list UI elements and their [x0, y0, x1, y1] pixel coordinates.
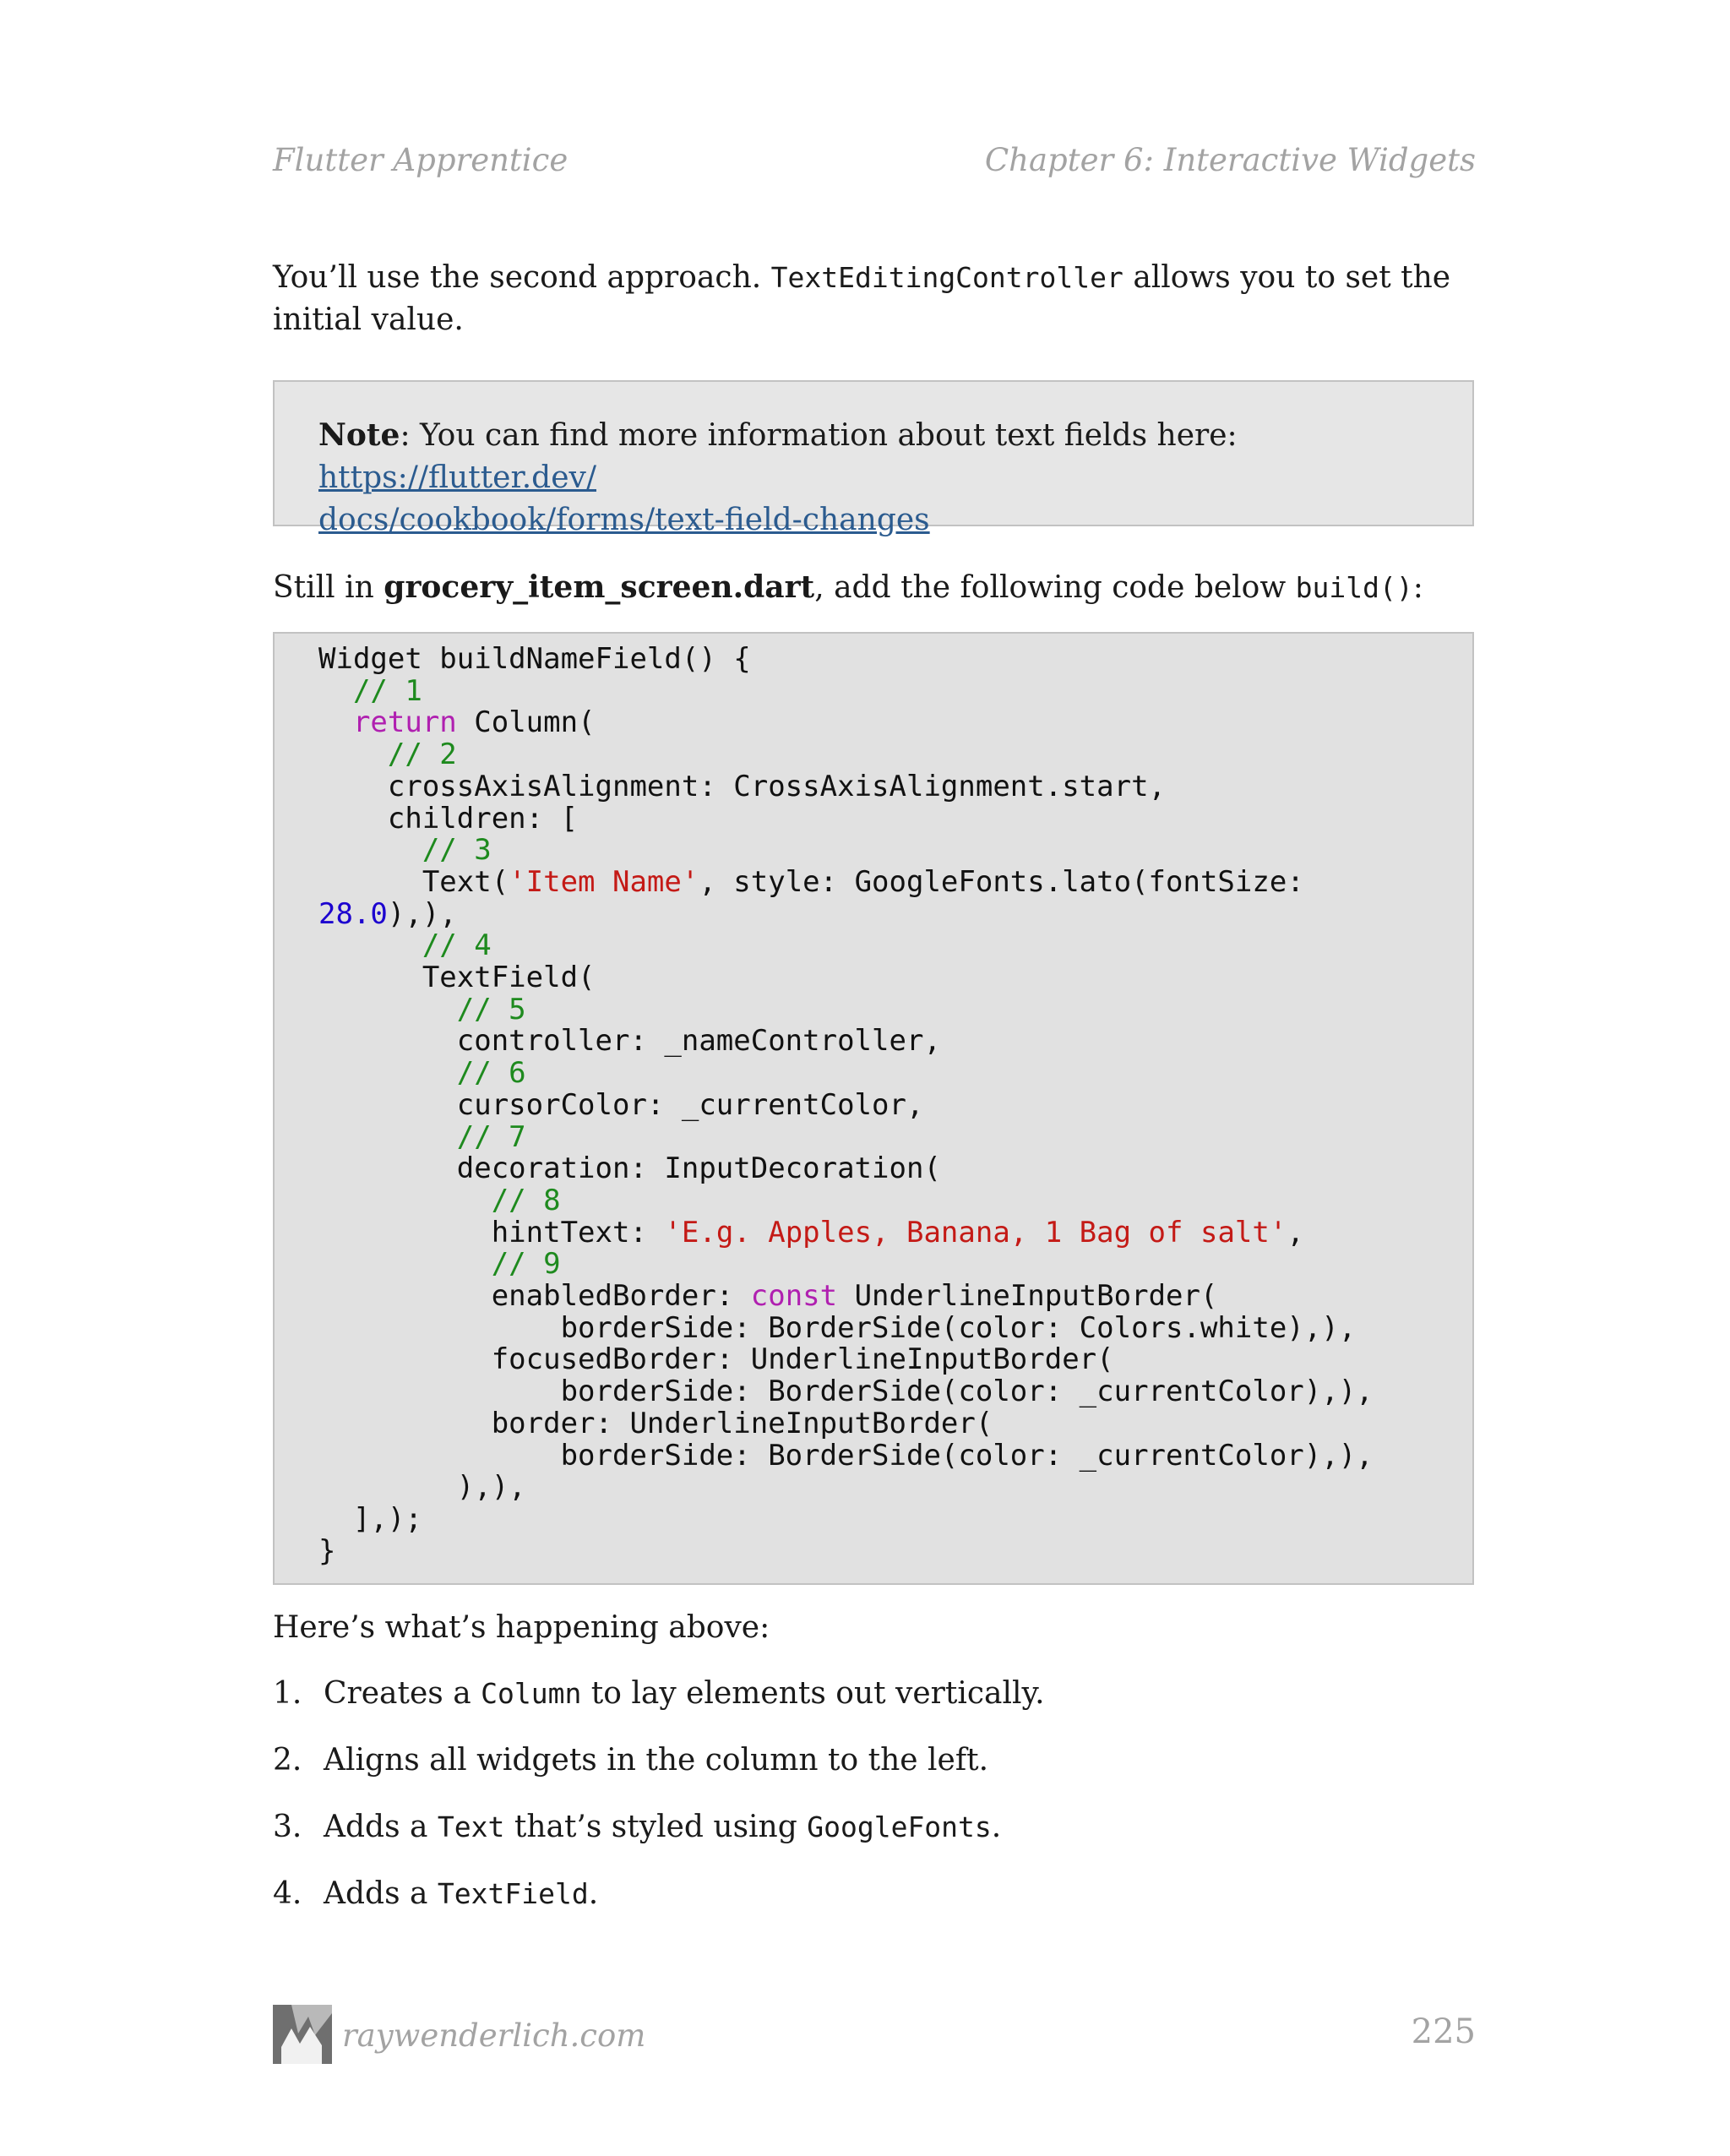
- code-line: controller: _nameController,: [318, 1024, 941, 1059]
- code-line: // 7: [456, 1119, 526, 1154]
- list-number: 3.: [273, 1810, 302, 1844]
- intro-paragraph: [273, 257, 1476, 341]
- list-inline-code: TextField: [437, 1877, 589, 1910]
- note-body: : You can find more information about text fields here:: [400, 418, 1238, 453]
- list-text: Adds a TextField.: [324, 1876, 599, 1911]
- page-header: [273, 142, 1476, 189]
- code-line: return Column(: [352, 705, 596, 740]
- code-line: crossAxisAlignment: CrossAxisAlignment.start,: [318, 769, 1167, 803]
- list-text: Creates a Column to lay elements out vertically.: [324, 1676, 1045, 1711]
- code-line: ),),: [318, 1470, 526, 1505]
- list-number: 4.: [273, 1876, 302, 1911]
- raywenderlich-logo-icon: [273, 2005, 332, 2064]
- instruction-text-after: :: [1412, 570, 1423, 605]
- intro-text-line2: initial value.: [273, 302, 464, 337]
- code-line: 28.0),),: [318, 896, 457, 931]
- code-line: // 3: [422, 833, 492, 868]
- list-number: 2.: [273, 1743, 302, 1778]
- code-line: enabledBorder: const UnderlineInputBorder(: [318, 1279, 1218, 1314]
- code-line: ],);: [318, 1501, 422, 1536]
- code-line: }: [318, 1533, 336, 1568]
- code-line: children: [: [318, 801, 579, 836]
- list-inline-code: GoogleFonts: [807, 1810, 992, 1843]
- instruction-text-before: Still in: [273, 570, 384, 605]
- summary-heading: Here’s what’s happening above:: [273, 1610, 770, 1645]
- footer-site: raywenderlich.com: [342, 2017, 646, 2054]
- code-block: [273, 632, 1474, 1585]
- list-number: 1.: [273, 1676, 302, 1711]
- code-line: // 4: [422, 928, 492, 963]
- code-line: cursorColor: _currentColor,: [318, 1087, 924, 1122]
- list-inline-code: Column: [481, 1677, 582, 1710]
- note-text: [318, 414, 1434, 542]
- code-line: borderSide: BorderSide(color: Colors.white),),: [318, 1310, 1357, 1345]
- code-line: border: UnderlineInputBorder(: [318, 1406, 993, 1440]
- list-text: Aligns all widgets in the column to the left.: [324, 1743, 989, 1778]
- instruction-text-middle: , add the following code below: [814, 570, 1296, 605]
- code-line: // 2: [387, 738, 457, 772]
- code-line: Text('Item Name', style: GoogleFonts.lato(fontSize:: [318, 864, 1304, 899]
- list-text: Adds a Text that’s styled using GoogleFonts.: [324, 1810, 1002, 1844]
- instruction-file: grocery_item_screen.dart: [384, 569, 815, 605]
- code-line: decoration: InputDecoration(: [318, 1152, 941, 1186]
- intro-inline-code: TextEditingController: [770, 261, 1123, 294]
- instruction-inline-code: build(): [1295, 571, 1413, 604]
- code-line: // 1: [352, 673, 422, 708]
- intro-text-before: You’ll use the second approach.: [273, 260, 771, 295]
- code-line: hintText: 'E.g. Apples, Banana, 1 Bag of salt',: [318, 1215, 1304, 1250]
- code-line: TextField(: [318, 961, 596, 995]
- code-line: Widget buildNameField() {: [318, 642, 751, 676]
- code-line: // 5: [456, 992, 526, 1026]
- instruction-paragraph: [273, 566, 1476, 609]
- note-link-part2[interactable]: docs/cookbook/forms/text-field-changes: [318, 503, 930, 537]
- code-line: borderSide: BorderSide(color: _currentColor),),: [318, 1438, 1374, 1473]
- chapter-title: Chapter 6: Interactive Widgets: [984, 142, 1476, 178]
- list-inline-code: Text: [437, 1810, 505, 1843]
- note-label: Note: [318, 417, 400, 453]
- code-listing: [318, 644, 1374, 1567]
- note-box: [273, 380, 1474, 537]
- page-number: 225: [1411, 2012, 1476, 2051]
- code-line: // 8: [491, 1183, 561, 1217]
- note-link-part1[interactable]: https://flutter.dev/: [318, 460, 596, 495]
- book-title: Flutter Apprentice: [273, 142, 569, 178]
- code-line: // 9: [491, 1247, 561, 1282]
- code-line: focusedBorder: UnderlineInputBorder(: [318, 1342, 1114, 1377]
- code-line: // 6: [456, 1056, 526, 1091]
- code-line: borderSide: BorderSide(color: _currentColor),),: [318, 1375, 1374, 1409]
- intro-text-after: allows you to set the: [1123, 260, 1451, 295]
